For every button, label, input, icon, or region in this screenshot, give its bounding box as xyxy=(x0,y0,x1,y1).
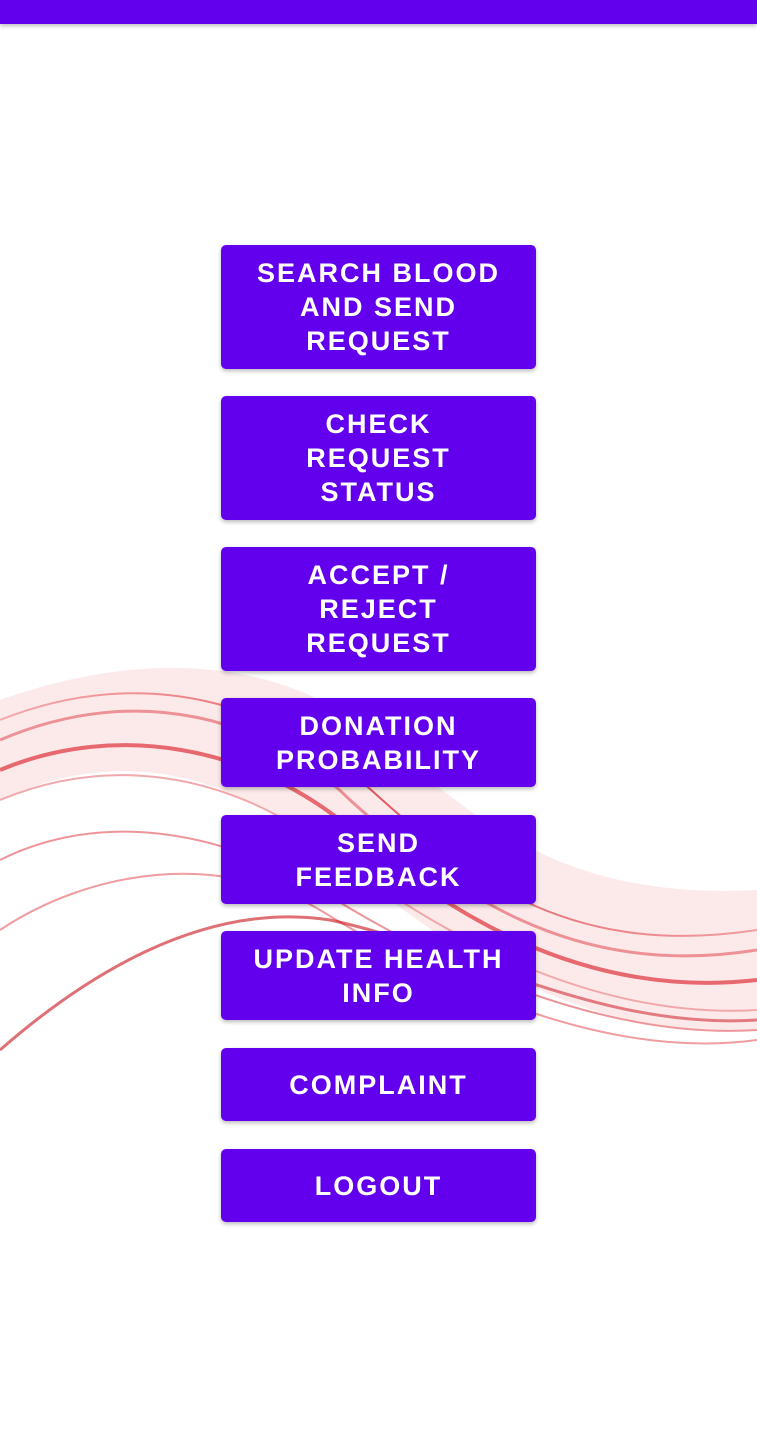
search-blood-label: SEARCH BLOOD AND SEND REQUEST xyxy=(256,258,500,356)
send-feedback-label: SEND FEEDBACK xyxy=(295,827,462,892)
accept-reject-label: ACCEPT / REJECT REQUEST xyxy=(306,560,451,658)
donation-probability-button[interactable] xyxy=(221,698,536,787)
update-health-label: UPDATE HEALTH INFO xyxy=(253,943,504,1008)
send-feedback-button[interactable] xyxy=(221,815,536,904)
donation-probability-label: DONATION PROBABILITY xyxy=(275,710,481,775)
complaint-button[interactable] xyxy=(221,1048,536,1121)
accept-reject-request-button[interactable] xyxy=(221,547,536,671)
update-health-info-button[interactable] xyxy=(221,931,536,1020)
check-status-label: CHECK REQUEST STATUS xyxy=(306,409,451,507)
search-blood-send-request-button[interactable] xyxy=(221,245,536,369)
check-request-status-button[interactable] xyxy=(221,396,536,520)
logout-button[interactable] xyxy=(221,1149,536,1222)
logout-label: LOGOUT xyxy=(314,1170,443,1201)
complaint-label: COMPLAINT xyxy=(289,1069,468,1100)
status-app-bar xyxy=(0,0,757,24)
